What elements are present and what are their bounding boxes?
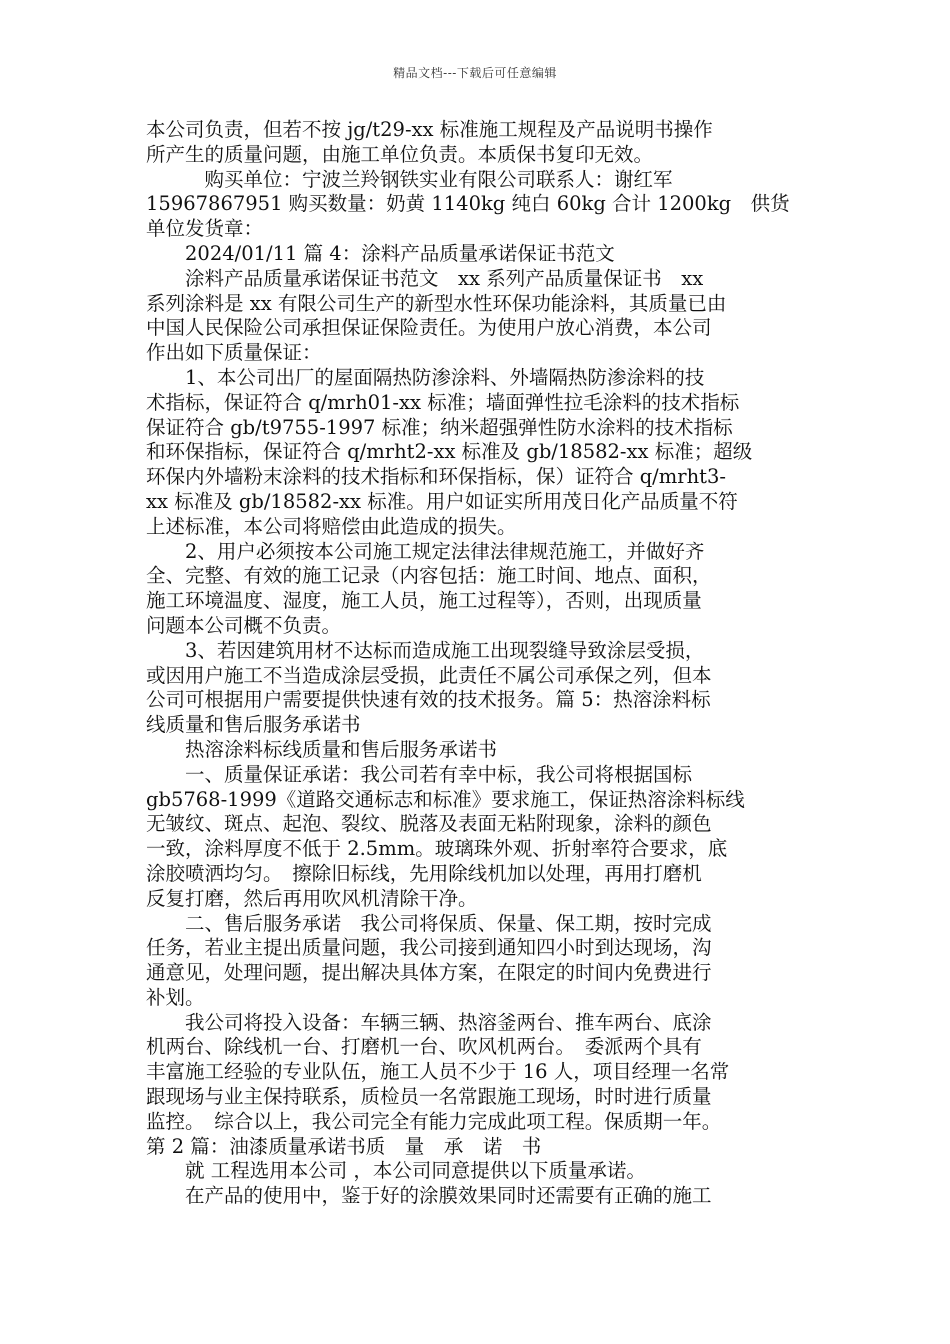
page-header: 精品文档---下载后可任意编辑 xyxy=(393,66,557,80)
text-line: 问题本公司概不负责。 xyxy=(146,613,342,637)
text-line: 和环保指标，保证符合 q/mrht2-xx 标准及 gb/18582-xx 标准；超级 xyxy=(146,440,753,464)
text-line: 环保内外墙粉末涂料的技术指标和环保指标，保）证符合 q/mrht3- xyxy=(146,465,726,489)
text-line: 施工环境温度、湿度，施工人员，施工过程等），否则，出现质量 xyxy=(146,589,702,613)
text-line: 作出如下质量保证： xyxy=(146,341,322,365)
text-line: 上述标准，本公司将赔偿由此造成的损失。 xyxy=(146,514,517,538)
text-line: 单位发货章： xyxy=(146,217,264,241)
text-line: 跟现场与业主保持联系，质检员一名常跟施工现场，时时进行质量 xyxy=(146,1085,712,1109)
text-line: 就 工程选用本公司 ，本公司同意提供以下质量承诺。 xyxy=(146,1159,646,1183)
text-line: 本公司负责，但若不按 jg/t29-xx 标准施工规程及产品说明书操作 xyxy=(146,118,713,141)
text-line: 第 2 篇：油漆质量承诺书质 量 承 诺 书 xyxy=(146,1134,542,1158)
text-line: 监控。 综合以上，我公司完全有能力完成此项工程。保质期一年。 xyxy=(146,1109,722,1133)
text-line: 系列涂料是 xx 有限公司生产的新型水性环保功能涂料，其质量已由 xyxy=(146,291,727,315)
text-line: 我公司将投入设备：车辆三辆、热溶釜两台、推车两台、底涂 xyxy=(146,1010,712,1034)
text-line: 一、质量保证承诺：我公司若有幸中标，我公司将根据国标 xyxy=(146,762,693,786)
text-line: 15967867951 购买数量：奶黄 1140kg 纯白 60kg 合计 1200kg 供货 xyxy=(146,192,790,216)
text-line: 无皱纹、斑点、起泡、裂纹、脱落及表面无粘附现象，涂料的颜色 xyxy=(146,812,712,836)
text-line: 热溶涂料标线质量和售后服务承诺书 xyxy=(146,737,498,761)
text-line: 保证符合 gb/t9755-1997 标准；纳米超强弹性防水涂料的技术指标 xyxy=(146,415,733,439)
document-body xyxy=(146,118,810,1209)
text-line: gb5768-1999《道路交通标志和标准》要求施工，保证热溶涂料标线 xyxy=(146,787,745,811)
text-line: 1、本公司出厂的屋面隔热防渗涂料、外墙隔热防渗涂料的技 xyxy=(146,365,705,389)
text-line: 2024/01/11 篇 4：涂料产品质量承诺保证书范文 xyxy=(146,241,615,265)
text-line: 机两台、除线机一台、打磨机一台、吹风机两台。 委派两个具有 xyxy=(146,1035,702,1059)
text-line: xx 标准及 gb/18582-xx 标准。用户如证实所用茂日化产品质量不符 xyxy=(146,489,738,513)
text-line: 全、完整、有效的施工记录（内容包括：施工时间、地点、面积， xyxy=(146,564,712,588)
text-line: 或因用户施工不当造成涂层受损，此责任不属公司承保之列，但本 xyxy=(146,663,712,687)
text-line: 线质量和售后服务承诺书 xyxy=(146,713,361,737)
text-line: 丰富施工经验的专业队伍，施工人员不少于 16 人，项目经理一名常 xyxy=(146,1060,730,1084)
text-line: 3、若因建筑用材不达标而造成施工出现裂缝导致涂层受损， xyxy=(146,638,705,662)
text-line: 任务，若业主提出质量问题，我公司接到通知四小时到达现场，沟 xyxy=(146,936,712,960)
text-line: 购买单位：宁波兰羚钢铁实业有限公司联系人：谢红军 xyxy=(146,167,673,191)
text-line: 涂胶喷洒均匀。 擦除旧标线，先用除线机加以处理，再用打磨机 xyxy=(146,861,702,885)
text-line: 术指标，保证符合 q/mrh01-xx 标准；墙面弹性拉毛涂料的技术指标 xyxy=(146,390,740,414)
text-line: 通意见，处理问题，提出解决具体方案，在限定的时间内免费进行 xyxy=(146,961,712,985)
text-line: 中国人民保险公司承担保证保险责任。为使用户放心消费，本公司 xyxy=(146,316,712,340)
text-line: 一致，涂料厚度不低于 2.5mm。玻璃珠外观、折射率符合要求，底 xyxy=(146,837,728,861)
text-line: 公司可根据用户需要提供快速有效的技术报务。篇 5：热溶涂料标 xyxy=(146,688,711,712)
text-line: 2、用户必须按本公司施工规定法律法律规范施工，并做好齐 xyxy=(146,539,705,563)
text-line: 所产生的质量问题，由施工单位负责。本质保书复印无效。 xyxy=(146,142,654,166)
text-line: 在产品的使用中，鉴于好的涂膜效果同时还需要有正确的施工 xyxy=(146,1184,712,1208)
text-line: 二、售后服务承诺 我公司将保质、保量、保工期，按时完成 xyxy=(146,911,712,935)
text-line: 补划。 xyxy=(146,985,205,1009)
text-line: 反复打磨，然后再用吹风机清除干净。 xyxy=(146,886,478,910)
text-line: 涂料产品质量承诺保证书范文 xx 系列产品质量保证书 xx xyxy=(146,266,704,290)
